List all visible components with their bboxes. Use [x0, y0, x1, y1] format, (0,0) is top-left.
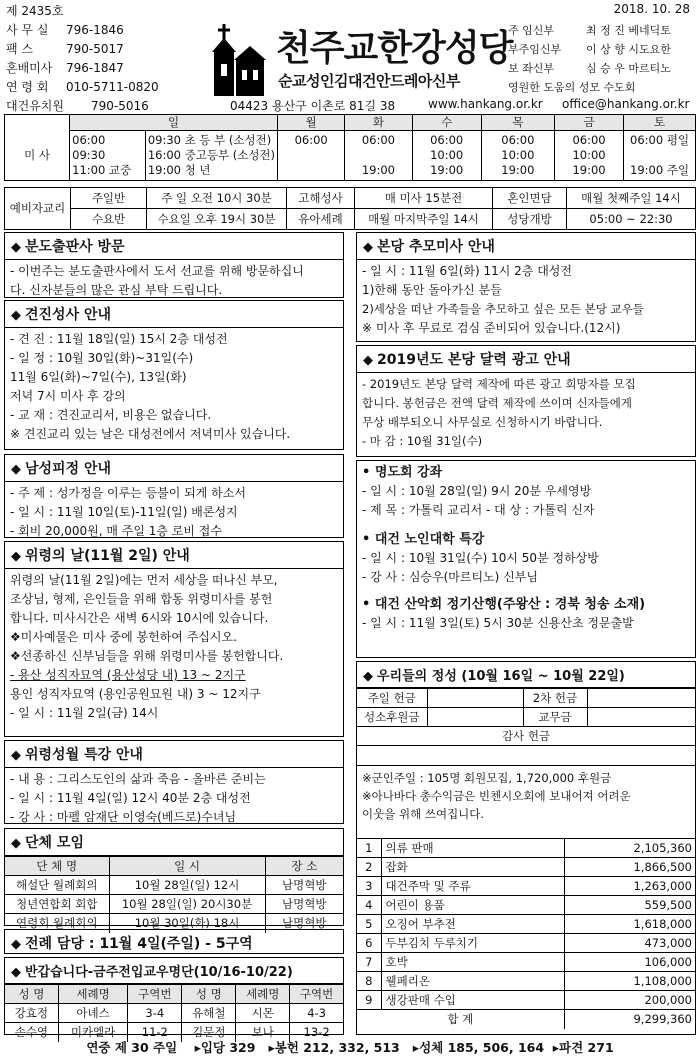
address: 04423 용산구 이촌로 81길 38	[230, 99, 396, 113]
notice-memorial-mass: ◆ 본당 추모미사 안내 - 일 시 : 11월 6일(화) 11시 2층 대성전 1)한해 동안 돌아가신 분들 2)세상을 떠난 가족들을 추모하고 싶은 모든 본당 교우들 ※ 미사 후 무료로 검심 준비되어 있습니다.(12시)	[356, 232, 696, 342]
clergy-list: 주 임신부 최 정 진 베네딕토 부주임신부 이 상 향 시도요한 보 좌신부 심 승 우 마르티노 영원한 도움의 성모 수도회	[508, 24, 671, 94]
notice-men-retreat: ◆ 남성피정 안내 - 주 제 : 성가정을 이루는 등불이 되게 하소서 - 일 시 : 11월 10일(토)-11일(일) 배론성지 - 회비 20,000원, 매 주일 1층 로비 접수	[4, 454, 344, 538]
mass-schedule-table: 일 월 화 수 목 금 토 미 사 06:00 09:30 11:00 교중 09:30 초 등 부 (소성전) 16:00 중고등부 (소성전) 19:00 청 년 06:00 06:00 19:00 06:00 10:00 19:00 06:00 10:00 19:00 06:00 10:00 19:00 06:00 평일 19:00 주일	[4, 114, 696, 181]
contact-list: 사 무 실 796-1846 팩 스 790-5017 혼배미사 796-1847 연 령 회 010-5711-0820	[6, 23, 159, 94]
notice-offerings: ◆ 우리들의 정성 (10월 16일 ~ 10월 22일) 주일 헌금 2차 헌금 성소후원금 교무금 감사 헌금 ※군인주일 : 105명 회원모집, 1,720,000 후원금 ※아나바다 총수익금은 빈첸시오회에 보내어져 어려운 이웃을 위해 쓰여집니다. 1 의류 판매 2,105,360 2 잡화 1,866,500 3 대건주막 및 주류 1,263,000 4 어린이 용품 559,500 5 오징어 부추전 1,618,000 6 두부김치 두루치기 473,000 7 호박 106,000 8 웰페리온 1,108,000 9 생강판매 수입 200,000 합 계 9,299,360	[356, 661, 696, 1035]
offerings-summary-table: 주일 헌금 2차 헌금 성소후원금 교무금 감사 헌금	[357, 688, 695, 766]
notice-confirmation: ◆ 견진성사 안내 - 견 진 : 11월 18일(일) 15시 2층 대성전 - 일 정 : 10월 30일(화)~31일(수) 11월 6일(화)~7일(수), 13일(화) 저녁 7시 미사 후 강의 - 교 재 : 견진교리서, 비용은 없습니다. ※ 견진교리 있는 날은 대성전에서 저녁미사 있습니다.	[4, 300, 344, 450]
new-parishioners-table: 성 명 세례명 구역번 성 명 세례명 구역번 강효정 아녜스 3-4 유해철 시몬 4-3 손수영 미카엘라 11-2 김문정 보나 13-2	[5, 984, 343, 1042]
website[interactable]: www.hankang.or.kr	[428, 97, 543, 111]
mass-tue: 06:00 19:00	[345, 131, 412, 181]
mass-sun-a: 06:00 09:30 11:00 교중	[70, 131, 146, 181]
mass-row-label: 미 사	[5, 131, 70, 181]
notice-group-meetings: ◆ 단체 모임 단 체 명 일 시 장 소 해설단 월례회의 10월 28일(일) 12시 남명혁방 청년연합회 회합 10월 28일(일) 20시30분 남명혁방 연령회 월례회의 10월 30일(화) 18시 남명혁방	[4, 828, 344, 926]
bazaar-income-table: 1 의류 판매 2,105,360 2 잡화 1,866,500 3 대건주막 및 주류 1,263,000 4 어린이 용품 559,500 5 오징어 부추전 1,618,000 6 두부김치 두루치기 473,000 7 호박 106,000 8 웰페리온 1,108,000 9 생강판매 수입 200,000 합 계 9,299,360	[357, 838, 696, 1029]
mass-mon: 06:00	[278, 131, 345, 181]
mass-fri: 06:00 10:00 19:00	[554, 131, 623, 181]
notice-groups-events: • 명도회 강좌 - 일 시 : 10월 28일(일) 9시 20분 우세영방 - 제 목 : 가톨릭 교리서 - 대 상 : 가톨릭 신자 • 대건 노인대학 특강 - 일 시 : 10월 31일(수) 10시 50분 정하상방 - 강 사 : 심승우(마르티노) 신부님 • 대건 산악회 정기산행(주왕산 : 경북 청송 소재) - 일 시 : 11월 3일(토) 5시 30분 신용산초 정문출발	[356, 460, 696, 658]
kindergarten-contact: 대건유치원 790-5016	[6, 99, 149, 113]
notice-calendar-ad: ◆ 2019년도 본당 달력 광고 안내 - 2019년도 본당 달력 제작에 따른 광고 희망자를 모집 합니다. 봉헌금은 전액 달력 제작에 쓰이며 신자들에게 무상 배부되오니 사무실로 신청하시기 바랍니다. - 마 감 : 10월 31일(수)	[356, 345, 696, 457]
church-name: 천주교한강성당	[276, 27, 513, 69]
notice-all-souls-day: ◆ 위령의 날(11월 2일) 안내 위령의 날(11월 2일)에는 먼저 세상을 떠나신 부모, 조상님, 형제, 은인들을 위해 합동 위령미사를 봉헌 합니다. 미사시간은 새벽 6시와 10시에 있습니다. ❖미사예물은 미사 중에 봉헌하여 주십시오. ❖선종하신 신부님들을 위해 위령미사를 봉헌합니다. - 용산 성직자묘역 (용산성당 내) 13 ~ 2지구 용인 성직자묘역 (용인공원묘원 내) 3 ~ 12지구 - 일 시 : 11월 2일(금) 14시	[4, 541, 344, 737]
church-logo-icon	[210, 20, 270, 96]
mass-sun-b: 09:30 초 등 부 (소성전) 16:00 중고등부 (소성전) 19:00 청 년	[145, 131, 277, 181]
mass-wed: 06:00 10:00 19:00	[412, 131, 481, 181]
notice-bundo-visit: ◆ 분도출판사 방문 - 이번주는 분도출판사에서 도서 선교를 위해 방문하십니 다. 신자분들의 많은 관심 부탁 드립니다.	[4, 232, 344, 298]
notice-liturgy-duty: ◆ 전례 담당 : 11월 4일(주일) - 5구역	[4, 929, 344, 954]
church-subtitle: 순교성인김대건안드레아신부	[278, 72, 460, 90]
meetings-table: 단 체 명 일 시 장 소 해설단 월례회의 10월 28일(일) 12시 남명혁방 청년연합회 회합 10월 28일(일) 20시30분 남명혁방 연령회 월례회의 10월 30일(화) 18시 남명혁방	[5, 856, 343, 933]
notice-special-lecture: ◆ 위령성월 특강 안내 - 내 용 : 그리스도인의 삶과 죽음 - 올바른 준비는 - 일 시 : 11월 4일(일) 12시 40분 2층 대성전 - 강 사 : 마펠 암재단 이영숙(베드로)수녀님	[4, 740, 344, 824]
issue-number: 제 2435호	[6, 4, 64, 18]
mass-thu: 06:00 10:00 19:00	[481, 131, 554, 181]
catechism-table: 예비자교리 주일반 주 일 오전 10시 30분 고해성사 매 미사 15분전 혼인면담 매월 첫째주일 14시 수요반 수요일 오후 19시 30분 유아세례 매월 마지막주일 14시 성당개방 05:00 ~ 22:30	[4, 187, 696, 230]
mass-sat: 06:00 평일 19:00 주일	[624, 131, 696, 181]
issue-date: 2018. 10. 28	[613, 2, 690, 16]
email[interactable]: office@hankang.or.kr	[562, 97, 690, 111]
footer-hymns: 연중 제 30 주일 ▸입당 329 ▸봉헌 212, 332, 513 ▸성체 185, 506, 164 ▸파견 271	[86, 1040, 614, 1055]
notice-new-parishioners: ◆ 반갑습니다-금주전입교우명단(10/16-10/22) 성 명 세례명 구역번 성 명 세례명 구역번 강효정 아녜스 3-4 유해철 시몬 4-3 손수영 미카엘라 11-2 김문정 보나 13-2	[4, 957, 344, 1035]
